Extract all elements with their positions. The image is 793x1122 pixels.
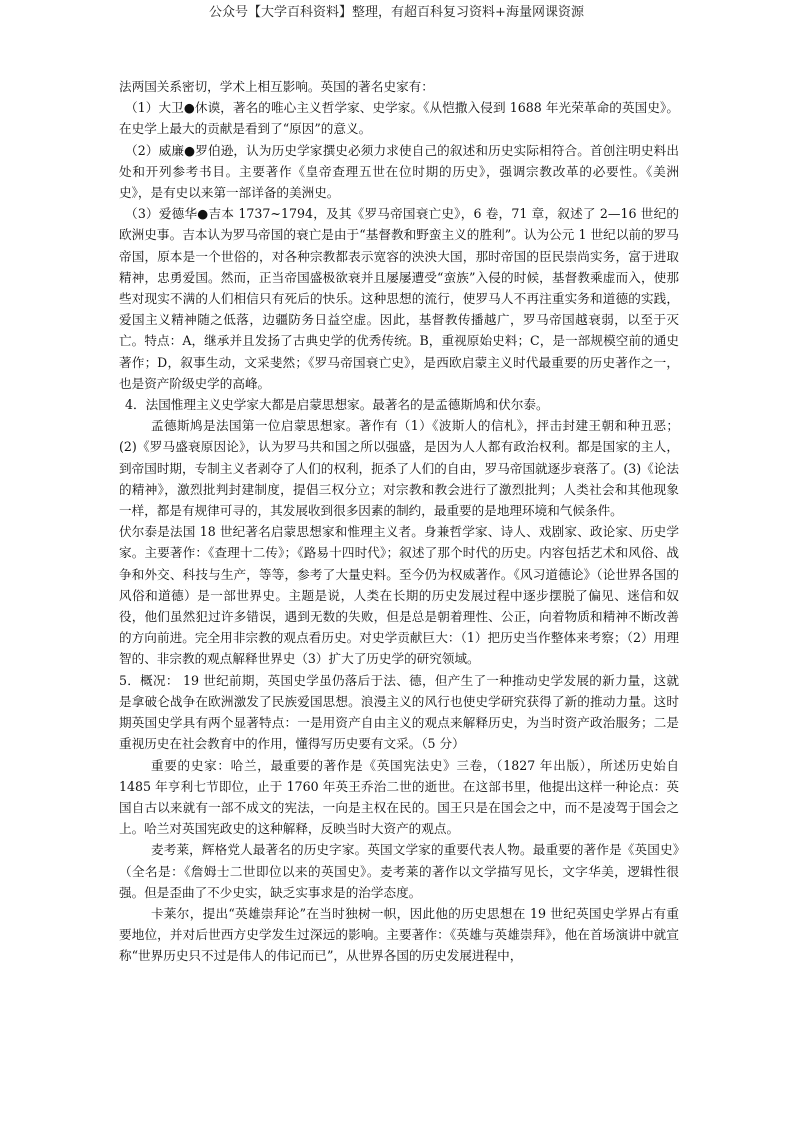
paragraph: 法两国关系密切，学术上相互影响。英国的著名史家有： bbox=[119, 79, 434, 94]
paragraph: （3）爱德华●吉本 1737~1794，及其《罗马帝国衰亡史》，6 卷，71 章，叙述了 2—16 世纪的欧洲史事。吉本认为罗马帝国的衰亡是由于“基督教和野蛮主义的胜利”。认为公元 1 世纪以前的罗马帝国，原本是一个世俗的，对各种宗教都表示宽容的泱泱大国，那时帝国的臣民崇尚实务，富于进取精神，忠勇爱国。然而，正当帝国盛极欲衰并且屡屡遭受“蛮族”入侵的时候，基督教乘虚而入，使那些对现实不满的人们相信只有死后的快乐。这种思想的流行，使罗马人不再注重实务和道德的实践，爱国主义精神随之低落，边疆防务日益空虚。因此，基督教传播越广，罗马帝国越衰弱，以至于灭亡。特点：A，继承并且发扬了古典史学的优秀传统。B，重视原始史料；C，是一部规模空前的通史著作；D，叙事生动，文采斐然；《罗马帝国衰亡史》，是西欧启蒙主义时代最重要的历史著作之一，也是资产阶级史学的高峰。 bbox=[119, 206, 679, 391]
paragraph: 4．法国惟理主义史学家大都是启蒙思想家。最著名的是孟德斯鸠和伏尔泰。 bbox=[125, 397, 549, 413]
document-body bbox=[119, 76, 679, 967]
paragraph: 麦考莱，辉格党人最著名的历史字家。英国文学家的重要代表人物。最重要的著作是《英国史》（全名是：《詹姆士二世即位以来的英国史》。麦考莱的著作以文学描写见长，文字华美，逻辑性很强。但是歪曲了不少史实，缺乏实事求是的治学态度。 bbox=[119, 842, 679, 900]
paragraph: 5．概况： 19 世纪前期，英国史学虽仍落后于法、德，但产生了一种推动史学发展的新力量，这就是拿破仑战争在欧洲激发了民族爱国思想。浪漫主义的风行也使史学研究获得了新的推动力量。这时期英国史学具有两个显著特点：一是用资产自由主义的观点来解释历史，为当时资产政治服务；二是重视历史在社会教育中的作用，懂得写历史要有文采。（5 分） bbox=[119, 672, 679, 752]
paragraph: （1）大卫●休谟，著名的唯心主义哲学家、史学家。《从恺撒入侵到 1688 年光荣革命的英国史》。在史学上最大的贡献是看到了“原因”的意义。 bbox=[119, 100, 679, 137]
paragraph: 重要的史家：哈兰，最重要的著作是《英国宪法史》三卷，（1827 年出版），所述历史始自 1485 年亨利七节即位，止于 1760 年英王乔治二世的逝世。在这部书里，他提出这样一种论点：英国自古以来就有一部不成文的宪法，一向是主权在民的。国王只是在国会之中，而不是凌驾于国会之上。哈兰对英国宪政史的这种解释，反映当时大资产的观点。 bbox=[119, 757, 679, 837]
paragraph: 伏尔泰是法国 18 世纪著名启蒙思想家和惟理主义者。身兼哲学家、诗人、戏剧家、政论家、历史学家。主要著作：《查理十二传》；《路易十四时代》；叙述了那个时代的历史。内容包括艺术和风俗、战争和外交、科技与生产，等等，参考了大量史料。至今仍为权威著作。《风习道德论》（论世界各国的风俗和道德）是一部世界史。主题是说，人类在长期的历史发展过程中逐步摆脱了偏见、迷信和奴役，他们虽然犯过许多错误，遇到无数的失败，但是总是朝着理性、公正，向着物质和精神不断改善的方向前进。完全用非宗教的观点看历史。对史学贡献巨大：（1）把历史当作整体来考察；（2）用理智的、非宗教的观点解释世界史（3）扩大了历史学的研究领域。 bbox=[119, 524, 679, 667]
paragraph: 卡莱尔，提出“英雄崇拜论”在当时独树一帜，因此他的历史思想在 19 世纪英国史学界占有重要地位，并对后世西方史学发生过深远的影响。主要著作：《英雄与英雄崇拜》，他在首场演讲中就宣称“世界历史只不过是伟人的伟记而已”，从世界各国的历史发展进程中， bbox=[119, 905, 679, 964]
paragraph: （2）威廉●罗伯逊，认为历史学家撰史必须力求使自己的叙述和历史实际相符合。首创注明史料出处和开列参考书目。主要著作《皇帝查理五世在位时期的历史》，强调宗教改革的必要性。《美洲史》，是有史以来第一部详备的美洲史。 bbox=[119, 142, 679, 201]
paragraph: 孟德斯鸠是法国第一位启蒙思想家。著作有（1）《波斯人的信札》，抨击封建王朝和种丑恶；(2)《罗马盛衰原因论》，认为罗马共和国之所以强盛，是因为人人都有政治权利。都是国家的主人，到帝国时期，专制主义者剥夺了人们的权利，扼杀了人们的自由，罗马帝国就逐步衰落了。(3)《论法的精神》，激烈批判封建制度，提倡三权分立；对宗教和教会进行了激烈批判；人类社会和其他现象一样，都是有规律可寻的，其发展收到很多因素的制约，最重要的是地理环境和气候条件。 bbox=[119, 418, 679, 519]
page-header: 公众号【大学百科资料】整理，有超百科复习资料+海量网课资源 bbox=[209, 5, 584, 20]
